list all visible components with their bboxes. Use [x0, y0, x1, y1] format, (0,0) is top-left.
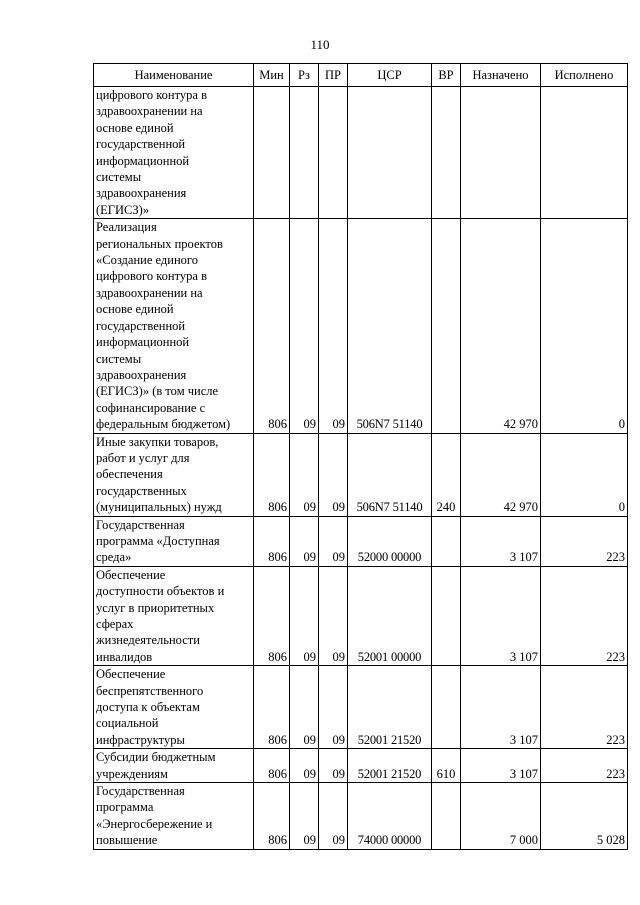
row-vr	[432, 219, 461, 433]
row-rz: 09	[290, 783, 319, 850]
row-min: 806	[254, 566, 290, 665]
row-assigned: 3 107	[461, 566, 541, 665]
header-executed: Исполнено	[541, 64, 628, 87]
row-pr: 09	[319, 783, 348, 850]
header-min: Мин	[254, 64, 290, 87]
row-pr: 09	[319, 666, 348, 749]
row-executed: 0	[541, 433, 628, 516]
row-name: Иные закупки товаров, работ и услуг для обеспечения государственных (муниципальных) нужд	[94, 433, 254, 516]
header-assigned: Назначено	[461, 64, 541, 87]
row-pr: 09	[319, 516, 348, 566]
table-row	[94, 666, 628, 749]
row-assigned	[461, 87, 541, 219]
row-csr: 52000 00000	[348, 516, 432, 566]
row-vr	[432, 783, 461, 850]
row-assigned: 3 107	[461, 749, 541, 783]
row-name: Государственная программа «Энергосбережение и повышение	[94, 783, 254, 850]
row-name: цифрового контура в здравоохранении на основе единой государственной информационной системы здравоохранения (ЕГИСЗ)»	[94, 87, 254, 219]
row-name: Субсидии бюджетным учреждениям	[94, 749, 254, 783]
row-vr: 610	[432, 749, 461, 783]
row-name: Государственная программа «Доступная среда»	[94, 516, 254, 566]
row-min: 806	[254, 666, 290, 749]
row-pr	[319, 87, 348, 219]
row-csr: 506N7 51140	[348, 219, 432, 433]
row-executed: 223	[541, 749, 628, 783]
row-rz: 09	[290, 219, 319, 433]
row-min: 806	[254, 783, 290, 850]
row-vr	[432, 516, 461, 566]
row-csr: 74000 00000	[348, 783, 432, 850]
row-rz	[290, 87, 319, 219]
row-vr	[432, 566, 461, 665]
row-csr: 52001 21520	[348, 666, 432, 749]
row-pr: 09	[319, 219, 348, 433]
row-executed: 5 028	[541, 783, 628, 850]
row-rz: 09	[290, 749, 319, 783]
row-name: Реализация региональных проектов «Создание единого цифрового контура в здравоохранении на основе единой государственной информационной системы здравоохранения (ЕГИСЗ)» (в том числе софинансирование с федеральным бюджетом)	[94, 219, 254, 433]
table-row	[94, 87, 628, 219]
header-name: Наименование	[94, 64, 254, 87]
row-min: 806	[254, 516, 290, 566]
table-row	[94, 566, 628, 665]
row-executed: 223	[541, 516, 628, 566]
row-csr: 52001 21520	[348, 749, 432, 783]
table-row	[94, 219, 628, 433]
budget-table	[93, 63, 628, 850]
row-rz: 09	[290, 433, 319, 516]
row-rz: 09	[290, 516, 319, 566]
row-pr: 09	[319, 433, 348, 516]
row-executed: 223	[541, 566, 628, 665]
row-assigned: 42 970	[461, 433, 541, 516]
row-rz: 09	[290, 666, 319, 749]
header-csr: ЦСР	[348, 64, 432, 87]
header-rz: Рз	[290, 64, 319, 87]
table-header-row	[94, 64, 628, 87]
row-min	[254, 87, 290, 219]
table-row	[94, 433, 628, 516]
row-assigned: 7 000	[461, 783, 541, 850]
page-number: 110	[310, 37, 330, 52]
table-row	[94, 783, 628, 850]
row-csr: 506N7 51140	[348, 433, 432, 516]
row-vr	[432, 87, 461, 219]
row-assigned: 3 107	[461, 516, 541, 566]
table-row	[94, 749, 628, 783]
row-assigned: 42 970	[461, 219, 541, 433]
row-min: 806	[254, 219, 290, 433]
row-rz: 09	[290, 566, 319, 665]
row-vr: 240	[432, 433, 461, 516]
row-csr	[348, 87, 432, 219]
row-min: 806	[254, 749, 290, 783]
row-vr	[432, 666, 461, 749]
row-min: 806	[254, 433, 290, 516]
header-pr: ПР	[319, 64, 348, 87]
header-vr: ВР	[432, 64, 461, 87]
row-assigned: 3 107	[461, 666, 541, 749]
row-pr: 09	[319, 566, 348, 665]
row-name: Обеспечение беспрепятственного доступа к объектам социальной инфраструктуры	[94, 666, 254, 749]
row-pr: 09	[319, 749, 348, 783]
row-executed: 223	[541, 666, 628, 749]
row-executed	[541, 87, 628, 219]
table-row	[94, 516, 628, 566]
row-executed: 0	[541, 219, 628, 433]
row-name: Обеспечение доступности объектов и услуг в приоритетных сферах жизнедеятельности инвалидов	[94, 566, 254, 665]
row-csr: 52001 00000	[348, 566, 432, 665]
